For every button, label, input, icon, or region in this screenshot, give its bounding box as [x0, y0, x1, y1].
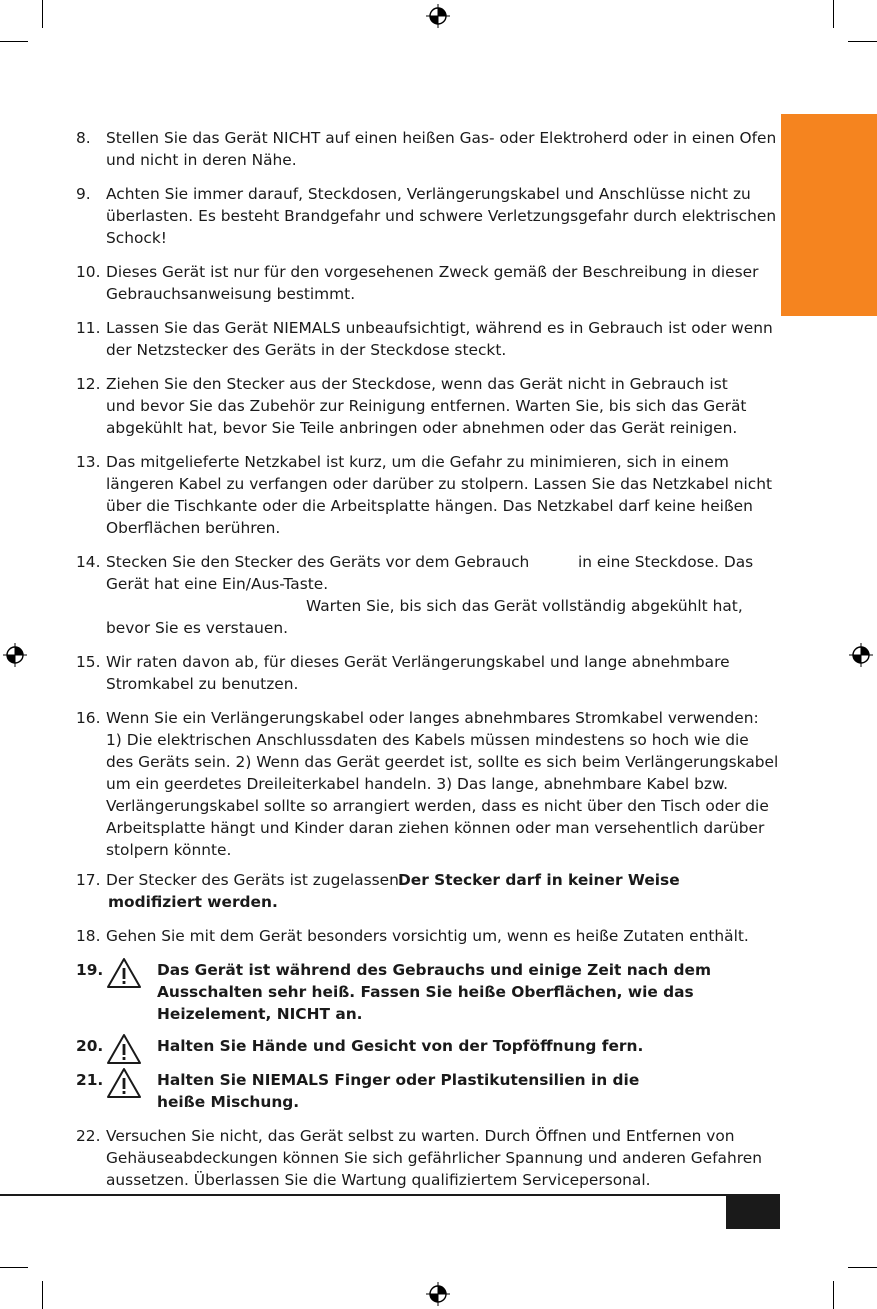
registration-crosshair-icon	[849, 643, 873, 667]
item-text: Wenn Sie ein Verlängerungskabel oder langes abnehmbares Stromkabel verwenden:	[106, 709, 759, 727]
item-text: des Geräts sein. 2) Wenn das Gerät geerdet ist, sollte es sich beim Verlängerungskabel	[106, 753, 779, 771]
item-text: Oberflächen berühren.	[106, 519, 281, 537]
warning-text: Halten Sie Hände und Gesicht von der Topföffnung fern.	[157, 1037, 644, 1055]
crop-mark	[833, 1281, 834, 1309]
section-color-tab	[781, 114, 877, 316]
item-text: Versuchen Sie nicht, das Gerät selbst zu warten. Durch Öffnen und Entfernen von	[106, 1127, 735, 1145]
crop-mark	[42, 1281, 43, 1309]
item-number: 11.	[76, 319, 101, 337]
item-number: 19.	[76, 961, 104, 979]
item-text: Gehäuseabdeckungen können Sie sich gefährlicher Spannung und anderen Gefahren	[106, 1149, 762, 1167]
item-text: Dieses Gerät ist nur für den vorgesehenen Zweck gemäß der Beschreibung in dieser	[106, 263, 759, 281]
item-text: Schock!	[106, 229, 167, 247]
item-number: 18.	[76, 927, 101, 945]
item-text: Gerät hat eine Ein/Aus-Taste.	[106, 575, 329, 593]
item-text: Gehen Sie mit dem Gerät besonders vorsichtig um, wenn es heiße Zutaten enthält.	[106, 927, 749, 945]
item-text: bevor Sie es verstauen.	[106, 619, 289, 637]
item-number: 21.	[76, 1071, 104, 1089]
item-number: 13.	[76, 453, 101, 471]
item-number: 17.	[76, 871, 101, 889]
item-text: Das mitgelieferte Netzkabel ist kurz, um die Gefahr zu minimieren, sich in einem	[106, 453, 729, 471]
item-text: Ziehen Sie den Stecker aus der Steckdose, wenn das Gerät nicht in Gebrauch ist	[106, 375, 728, 393]
item-text: stolpern könnte.	[106, 841, 232, 859]
item-text: Verlängerungskabel sollte so arrangiert werden, dass es nicht über den Tisch oder die	[106, 797, 769, 815]
item-number: 20.	[76, 1037, 104, 1055]
warning-text: heiße Mischung.	[157, 1093, 300, 1111]
registration-crosshair-icon	[426, 4, 450, 28]
item-text: und nicht in deren Nähe.	[106, 151, 297, 169]
item-text: 1) Die elektrischen Anschlussdaten des Kabels müssen mindestens so hoch wie die	[106, 731, 749, 749]
item-number: 10.	[76, 263, 101, 281]
warning-text: Ausschalten sehr heiß. Fassen Sie heiße Oberflächen, wie das	[157, 983, 694, 1001]
item-text-bold: modifiziert werden.	[108, 893, 278, 911]
item-text: über die Tischkante oder die Arbeitsplatte hängen. Das Netzkabel darf keine heißen	[106, 497, 753, 515]
item-number: 22.	[76, 1127, 101, 1145]
item-text: Stellen Sie das Gerät NICHT auf einen heißen Gas- oder Elektroherd oder in einen Ofen	[106, 129, 777, 147]
warning-icon	[106, 957, 142, 989]
item-text: um ein geerdetes Dreileiterkabel handeln. 3) Das lange, abnehmbare Kabel bzw.	[106, 775, 729, 793]
item-text: Gebrauchsanweisung bestimmt.	[106, 285, 356, 303]
registration-crosshair-icon	[426, 1282, 450, 1306]
item-text: Arbeitsplatte hängt und Kinder daran ziehen können oder man versehentlich darüber	[106, 819, 765, 837]
warning-text: Halten Sie NIEMALS Finger oder Plastikutensilien in die	[157, 1071, 640, 1089]
item-number: 12.	[76, 375, 101, 393]
item-number: 15.	[76, 653, 101, 671]
page-number-box	[726, 1194, 780, 1229]
item-text: in eine Steckdose. Das	[578, 553, 754, 571]
item-text: Stecken Sie den Stecker des Geräts vor dem Gebrauch	[106, 553, 530, 571]
item-text: längeren Kabel zu verfangen oder darüber zu stolpern. Lassen Sie das Netzkabel nicht	[106, 475, 773, 493]
item-text: Achten Sie immer darauf, Steckdosen, Verlängerungskabel und Anschlüsse nicht zu	[106, 185, 751, 203]
item-number: 9.	[76, 185, 91, 203]
item-text: Lassen Sie das Gerät NIEMALS unbeaufsichtigt, während es in Gebrauch ist oder wenn	[106, 319, 773, 337]
item-number: 14.	[76, 553, 101, 571]
item-text: Der Stecker des Geräts ist zugelassen.	[106, 871, 404, 889]
warning-text: Heizelement, NICHT an.	[157, 1005, 363, 1023]
item-text-bold: Der Stecker darf in keiner Weise	[398, 871, 680, 889]
item-number: 8.	[76, 129, 91, 147]
warning-icon	[106, 1067, 142, 1099]
registration-crosshair-icon	[3, 643, 27, 667]
item-text: überlasten. Es besteht Brandgefahr und schwere Verletzungsgefahr durch elektrischen	[106, 207, 777, 225]
warning-icon	[106, 1033, 142, 1065]
item-text: und bevor Sie das Zubehör zur Reinigung entfernen. Warten Sie, bis sich das Gerät	[106, 397, 747, 415]
item-number: 16.	[76, 709, 101, 727]
footer-rule	[0, 1194, 780, 1196]
item-text: abgekühlt hat, bevor Sie Teile anbringen oder abnehmen oder das Gerät reinigen.	[106, 419, 738, 437]
item-text: aussetzen. Überlassen Sie die Wartung qualifiziertem Servicepersonal.	[106, 1171, 651, 1189]
crop-mark	[833, 0, 834, 28]
crop-mark	[848, 1267, 877, 1268]
item-text: der Netzstecker des Geräts in der Steckdose steckt.	[106, 341, 507, 359]
crop-mark	[0, 41, 28, 42]
item-text: Stromkabel zu benutzen.	[106, 675, 299, 693]
crop-mark	[0, 1267, 28, 1268]
item-text: Warten Sie, bis sich das Gerät vollständig abgekühlt hat,	[306, 597, 743, 615]
warning-text: Das Gerät ist während des Gebrauchs und einige Zeit nach dem	[157, 961, 712, 979]
crop-mark	[42, 0, 43, 28]
crop-mark	[848, 41, 877, 42]
item-text: Wir raten davon ab, für dieses Gerät Verlängerungskabel und lange abnehmbare	[106, 653, 730, 671]
